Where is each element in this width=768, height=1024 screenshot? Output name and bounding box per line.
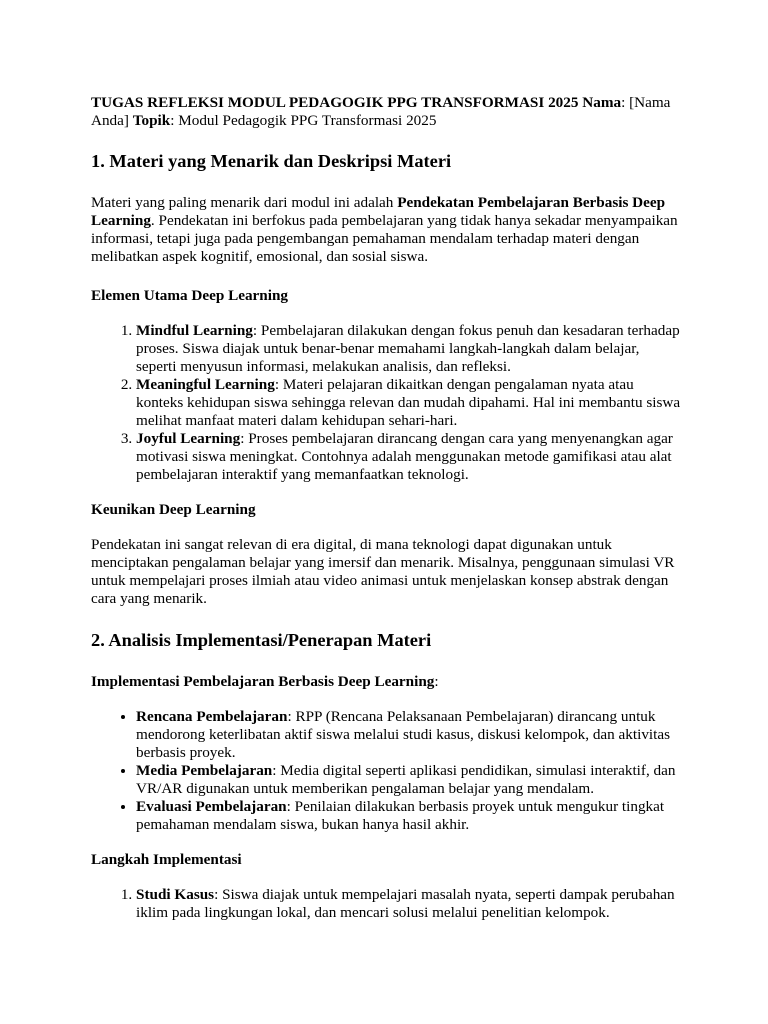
section1-heading: 1. Materi yang Menarik dan Deskripsi Materi — [91, 151, 452, 171]
list-item-desc: : Penilaian dilakukan berbasis proyek untuk mengukur tingkat pemahaman mendalam siswa, bukan hanya hasil akhir. — [136, 798, 665, 833]
list-item-term: Media Pembelajaran — [136, 762, 273, 779]
list-item — [136, 708, 681, 762]
list-item-term: Mindful Learning — [136, 322, 253, 339]
document-content — [91, 94, 681, 939]
elements-list — [91, 322, 681, 484]
steps-heading: Langkah Implementasi — [91, 851, 242, 868]
list-item-desc: : Siswa diajak untuk mempelajari masalah nyata, seperti dampak perubahan iklim pada lingkungan lokal, dan mencari solusi melalui penelitian kelompok. — [136, 886, 675, 921]
section2-heading: 2. Analisis Implementasi/Penerapan Materi — [91, 630, 432, 650]
list-item-desc: : Proses pembelajaran dirancang dengan cara yang menyenangkan agar motivasi siswa meningkat. Contohnya adalah menggunakan metode gamifikasi atau alat pembelajaran interaktif yang memanfaatkan teknologi. — [136, 430, 673, 483]
list-item — [136, 376, 681, 430]
intro-text-before: Materi yang paling menarik dari modul ini adalah — [91, 194, 398, 211]
list-item-desc: : RPP (Rencana Pelaksanaan Pembelajaran) dirancang untuk mendorong keterlibatan aktif siswa melalui studi kasus, diskusi kelompok, dan aktivitas berbasis proyek. — [136, 708, 671, 761]
list-item-term: Joyful Learning — [136, 430, 241, 447]
list-item-term: Evaluasi Pembelajaran — [136, 798, 287, 815]
intro-text-bold: Pendekatan Pembelajaran Berbasis Deep Learning — [91, 194, 666, 229]
list-item — [136, 798, 681, 834]
implementation-list — [91, 708, 681, 834]
list-item-term: Rencana Pembelajaran — [136, 708, 288, 725]
document-header — [91, 94, 681, 130]
nama-label: Nama — [582, 94, 622, 111]
intro-text-after: . Pendekatan ini berfokus pada pembelajaran yang tidak hanya sekadar menyampaikan informasi, tetapi juga pada pengembangan pemahaman mendalam terhadap materi dengan melibatkan aspek kognitif, emosional, dan sosial siswa. — [91, 212, 678, 265]
document-title: TUGAS REFLEKSI MODUL PEDAGOGIK PPG TRANSFORMASI 2025 — [91, 94, 579, 111]
uniqueness-text: Pendekatan ini sangat relevan di era digital, di mana teknologi dapat digunakan untuk menciptakan pengalaman belajar yang imersif dan menarik. Misalnya, penggunaan simulasi VR untuk mempelajari proses ilmiah atau video animasi untuk menjelaskan konsep abstrak dengan cara yang menarik. — [91, 536, 675, 607]
list-item-desc: : Pembelajaran dilakukan dengan fokus penuh dan kesadaran terhadap proses. Siswa diajak untuk benar-benar memahami langkah-langkah dalam belajar, seperti menyusun informasi, melakukan analisis, dan refleksi. — [136, 322, 680, 375]
topik-value: : Modul Pedagogik PPG Transformasi 2025 — [170, 112, 437, 129]
topik-label: Topik — [132, 112, 171, 129]
implementation-label-colon: : — [434, 673, 439, 690]
list-item-term: Studi Kasus — [136, 886, 215, 903]
steps-list — [91, 886, 681, 922]
uniqueness-heading: Keunikan Deep Learning — [91, 501, 256, 518]
list-item-desc: : Media digital seperti aplikasi pendidikan, simulasi interaktif, dan VR/AR digunakan untuk memberikan pengalaman belajar yang mendalam. — [136, 762, 676, 797]
elements-heading: Elemen Utama Deep Learning — [91, 287, 288, 304]
implementation-label — [91, 673, 681, 691]
list-item — [136, 430, 681, 484]
list-item — [136, 762, 681, 798]
list-item — [136, 886, 681, 922]
list-item-term: Meaningful Learning — [136, 376, 275, 393]
nama-value: : [Nama Anda] — [91, 94, 671, 129]
implementation-label-bold: Implementasi Pembelajaran Berbasis Deep Learning — [91, 673, 435, 690]
section1-intro — [91, 194, 681, 266]
list-item — [136, 322, 681, 376]
list-item-desc: : Materi pelajaran dikaitkan dengan pengalaman nyata atau konteks kehidupan siswa sehingga relevan dan mudah dipahami. Hal ini membantu siswa melihat manfaat materi dalam kehidupan sehari-hari. — [136, 376, 681, 429]
